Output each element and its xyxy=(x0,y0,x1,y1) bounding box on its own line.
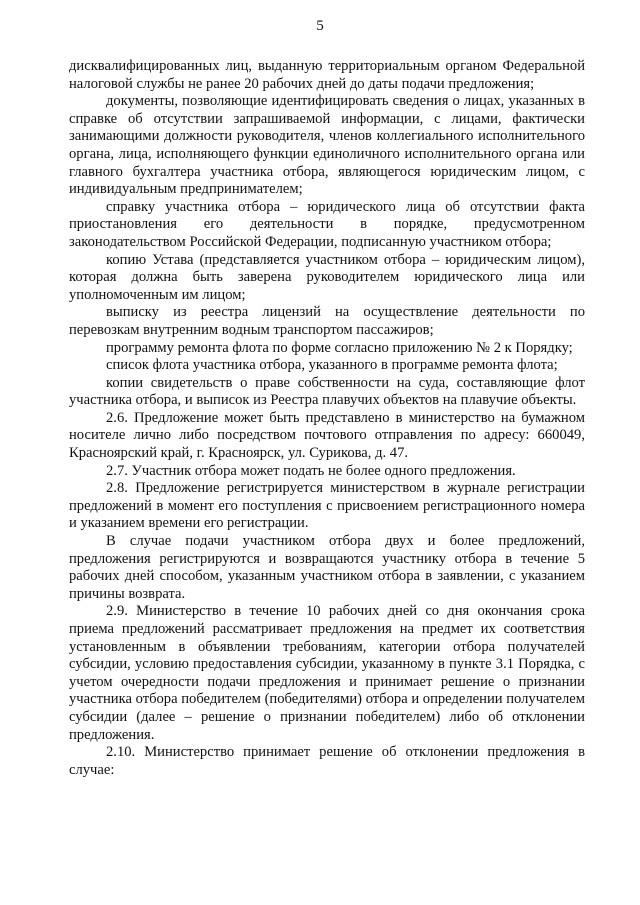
paragraph: копию Устава (представляется участником отбора – юридическим лицом), которая должна быть заверена руководителем юридического лица или уполномоченным им лицом; xyxy=(69,251,585,303)
paragraph-2-10: 2.10. Министерство принимает решение об отклонении предложения в случае: xyxy=(69,744,585,778)
paragraph-2-9: 2.9. Министерство в течение 10 рабочих дней со дня окончания срока приема предложений рассматривает предложения на предмет их соответствия установленным в объявлении требованиям, категории отбора получателей субсидии, условию предоставления субсидии, указанному в пункте 3.1 Порядка, с учетом очередности подачи предложения и принимает решение о признании участника отбора победителем (победителями) отбора и определении получателем субсидии (далее – решение о признании победителем) либо об отклонении предложения. xyxy=(69,603,585,743)
paragraph-2-7: 2.7. Участник отбора может подать не более одного предложения. xyxy=(106,462,516,479)
paragraph-2-8: 2.8. Предложение регистрируется министерством в журнале регистрации предложений в момент его поступления с присвоением регистрационного номера и указанием времени его регистрации. xyxy=(69,480,585,532)
paragraph: выписку из реестра лицензий на осуществление деятельности по перевозкам внутренним водным транспортом пассажиров; xyxy=(69,304,585,338)
paragraph: дисквалифицированных лиц, выданную территориальным органом Федеральной налоговой службы не ранее 20 рабочих дней до даты подачи предложения; xyxy=(69,58,585,92)
paragraph: документы, позволяющие идентифицировать сведения о лицах, указанных в справке об отсутствии запрашиваемой информации, с лицами, фактически занимающими должности руководителя, членов коллегиального исполнительного органа, лица, исполняющего функции единоличного исполнительного органа или главного бухгалтера участника отбора, являющегося юридическим лицом, с индивидуальным предпринимателем; xyxy=(69,93,585,198)
paragraph: список флота участника отбора, указанного в программе ремонта флота; xyxy=(106,357,558,374)
document-body xyxy=(69,58,585,779)
paragraph: программу ремонта флота по форме согласно приложению № 2 к Порядку; xyxy=(106,339,573,356)
paragraph-2-6: 2.6. Предложение может быть представлено в министерство на бумажном носителе лично либо посредством почтового отправления по адресу: 660049, Красноярский край, г. Красноярск, ул. Сурикова, д. 47. xyxy=(69,409,585,462)
paragraph: В случае подачи участником отбора двух и более предложений, предложения регистрируются и возвращаются участнику отбора в течение 5 рабочих дней способом, указанным участником отбора в заявлении, с указанием причины возврата. xyxy=(69,533,585,602)
paragraph: копии свидетельств о праве собственности на суда, составляющие флот участника отбора, и выписок из Реестра плавучих объектов на плавучие объекты. xyxy=(69,374,585,409)
paragraph: справку участника отбора – юридического лица об отсутствии факта приостановления его деятельности в порядке, предусмотренном законодательством Российской Федерации, подписанную участником отбора; xyxy=(69,198,585,250)
page-number: 5 xyxy=(316,18,324,34)
